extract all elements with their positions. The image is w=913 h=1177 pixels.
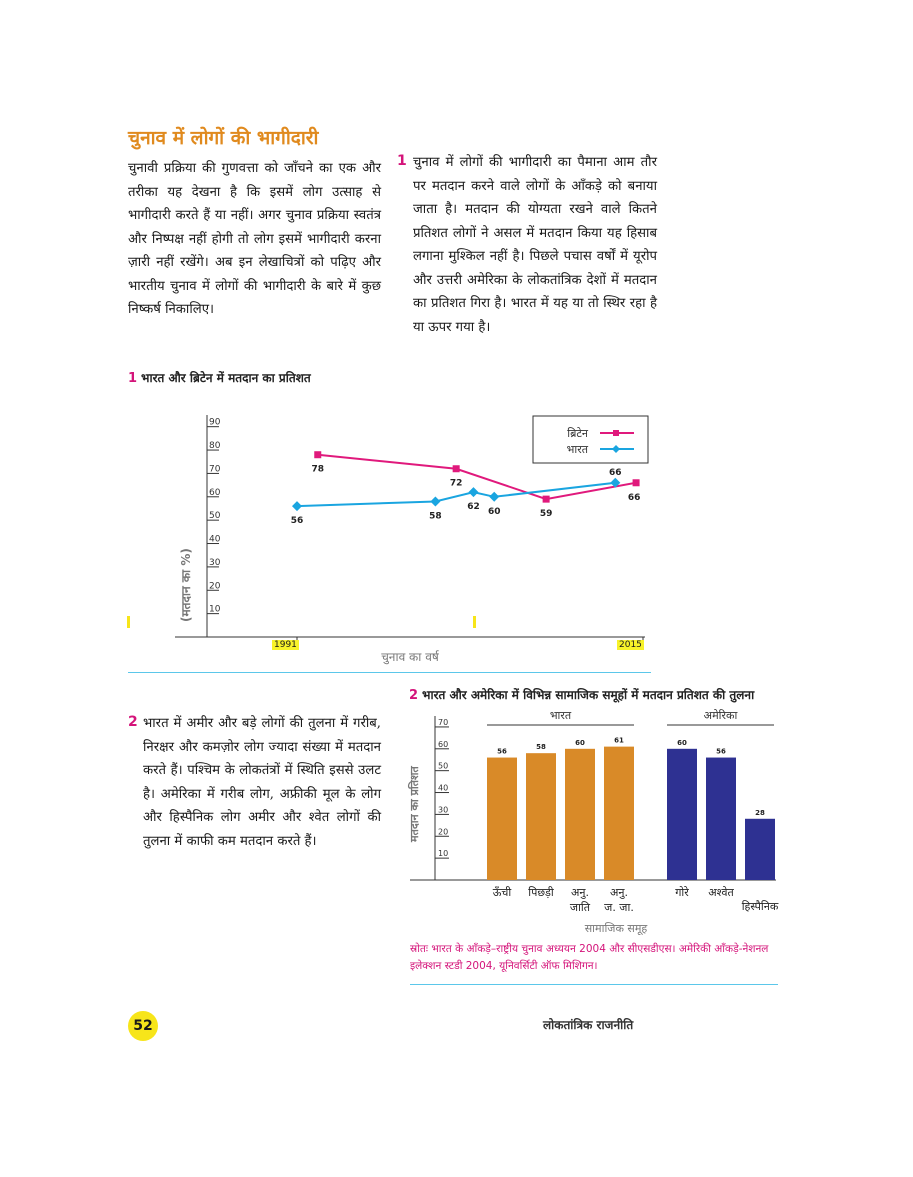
line-chart-x-label: चुनाव का वर्ष <box>381 650 439 664</box>
source-note: स्रोतः भारत के आँकड़े–राष्ट्रीय चुनाव अध्ययन 2004 और सीएसडीएस। अमेरिकी आँकड़े-नेशनल इलेक्शन स्टडी 2004, यूनिवर्सिटी ऑफ मिशिगन। <box>410 943 769 972</box>
bar-category-label: हिस्पैनिक <box>741 900 779 913</box>
line-chart-y-tick-label: 70 <box>209 464 221 475</box>
line-chart-y-tick-label: 10 <box>209 604 221 615</box>
bar-chart-y-tick-label: 20 <box>438 827 449 837</box>
page-number: 52 <box>128 1011 158 1041</box>
bar-value-label: 60 <box>677 738 687 747</box>
line-chart-data-label: 72 <box>449 478 463 489</box>
chart-2-number: 2 <box>409 688 419 703</box>
bar-category-label: जाति <box>569 901 591 914</box>
bar-chart-x-label: सामाजिक समूह <box>584 922 648 935</box>
bar-chart-y-tick-label: 10 <box>438 849 449 859</box>
bar-category-label: अनु. <box>609 886 629 899</box>
divider <box>410 984 778 985</box>
line-chart-y-tick-label: 30 <box>209 557 221 568</box>
bar <box>565 749 595 880</box>
intro-paragraph: चुनावी प्रक्रिया की गुणवत्ता को जाँचने का एक और तरीका यह देखना है कि इसमें लोग उत्साह से भागीदारी करते हैं या नहीं। अगर चुनाव प्रक्रिया स्वतंत्र और निष्पक्ष नहीं होगी तो लोग इसमें भागीदारी करना ज़ारी नहीं रखेंगे। अब इन लेखाचित्रों को पढ़िए और भारतीय चुनाव में लोगों की भागीदारी के बारे में कुछ निष्कर्ष निकालिए। <box>128 161 381 317</box>
bar-chart-y-tick-label: 30 <box>438 805 449 815</box>
chart-2-title: भारत और अमेरिका में विभिन्न सामाजिक समूहों में मतदान प्रतिशत की तुलना <box>422 688 755 702</box>
line-chart-y-tick-label: 80 <box>209 441 221 452</box>
line-chart-data-label: 66 <box>627 492 641 503</box>
bar <box>487 758 517 880</box>
bar-category-label: अनु. <box>570 886 590 899</box>
x-end-label: 2015 <box>619 640 642 650</box>
bar-chart-y-tick-label: 70 <box>438 717 449 727</box>
bar-chart-bars <box>487 709 779 914</box>
line-chart-y-tick-label: 60 <box>209 487 221 498</box>
bar-value-label: 58 <box>536 743 546 752</box>
bar-category-label: ज. जा. <box>604 901 634 914</box>
bar-value-label: 28 <box>755 808 765 817</box>
line-chart-y-tick-label: 50 <box>209 511 221 522</box>
bar-chart-group-label: अमेरिका <box>703 709 738 722</box>
bar-category-label: ऊँची <box>492 886 512 899</box>
line-chart-data-label: 59 <box>539 509 553 520</box>
bar-value-label: 56 <box>497 747 507 756</box>
bar <box>706 758 736 880</box>
line-chart-y-tick-label: 40 <box>209 534 221 545</box>
line-chart-data-label: 62 <box>467 502 480 513</box>
bar-value-label: 56 <box>716 747 726 756</box>
line-chart-legend-label: भारत <box>566 443 588 456</box>
bar-chart-group-label: भारत <box>549 709 572 722</box>
line-chart-data-label: 58 <box>429 511 442 522</box>
line-chart-data-label: 78 <box>311 464 325 475</box>
bar-category-label: अश्वेत <box>708 886 734 899</box>
bar-chart-y-tick-label: 40 <box>438 783 449 793</box>
bar <box>526 753 556 880</box>
note-1-text: चुनाव में लोगों की भागीदारी का पैमाना आम तौर पर मतदान करने वाले लोगों के आँकड़े को बनाया जाता है। मतदान की योग्यता रखने वाले कितने प्रतिशत लोगों ने असल में मतदान किया यह हिसाब लगाना मुश्किल नहीं है। पिछले पचास वर्षों में यूरोप और उत्तरी अमेरिका के लोकतांत्रिक देशों में मतदान का प्रतिशत गिरा है। भारत में यह या तो स्थिर रहा है या ऊपर गया है। <box>413 155 657 335</box>
bar-value-label: 60 <box>575 738 585 747</box>
line-chart-y-tick-label: 90 <box>209 417 221 428</box>
section-heading: चुनाव में लोगों की भागीदारी <box>128 127 319 149</box>
bar-value-label: 61 <box>614 736 624 745</box>
line-chart-data-label: 66 <box>609 467 622 478</box>
line-chart-y-tick-label: 20 <box>209 581 221 592</box>
note-1-number: 1 <box>397 153 407 169</box>
chart-1-number: 1 <box>128 371 138 386</box>
bar-chart-y-tick-label: 50 <box>438 761 449 771</box>
bar-category-label: गोरे <box>675 886 689 899</box>
bar-chart-y-tick-label: 60 <box>438 739 449 749</box>
line-chart-data-label: 56 <box>290 516 304 527</box>
bar <box>745 819 775 880</box>
note-2-text: भारत में अमीर और बड़े लोगों की तुलना में गरीब, निरक्षर और कमज़ोर लोग ज्यादा संख्या में मतदान करते हैं। पश्चिम के लोकतंत्रों में स्थिति इससे उलट है। अमेरिका में गरीब लोग, अफ्रीकी मूल के लोग और हिस्पैनिक लोग अमीर और श्वेत लोगों की तुलना में काफी कम मतदान करते हैं। <box>143 716 381 849</box>
x-start-label: 1991 <box>274 640 297 650</box>
note-2-number: 2 <box>128 714 138 730</box>
book-title-footer: लोकतांत्रिक राजनीति <box>543 1018 634 1032</box>
line-chart-legend-label: ब्रिटेन <box>567 427 588 440</box>
bar-chart-y-label: मतदान का प्रतिशत <box>408 766 421 842</box>
chart-1-title: भारत और ब्रिटेन में मतदान का प्रतिशत <box>141 371 311 385</box>
line-chart-data-label: 60 <box>487 506 501 517</box>
bar <box>667 749 697 880</box>
line-chart-y-label: (मतदान का %) <box>179 548 193 622</box>
bar <box>604 747 634 880</box>
bar-category-label: पिछड़ी <box>528 886 554 899</box>
